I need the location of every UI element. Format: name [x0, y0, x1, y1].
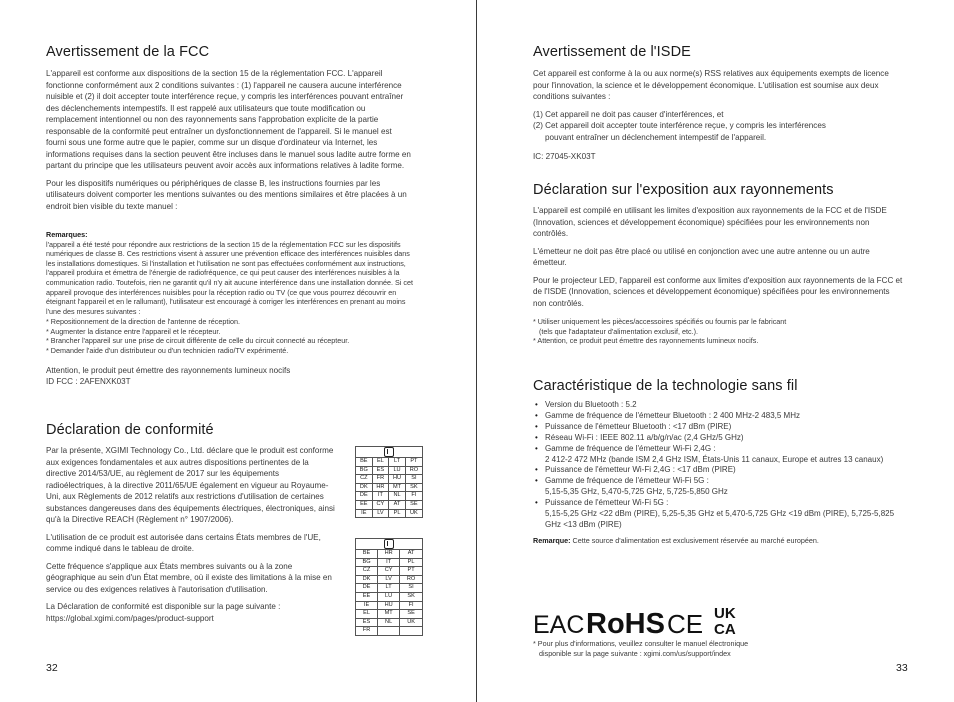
country-cell: EE	[356, 500, 373, 509]
sansfil-title: Caractéristique de la technologie sans fil	[533, 378, 798, 394]
isde-conditions	[533, 109, 906, 144]
country-cell: DE	[356, 584, 378, 593]
country-cell: IE	[356, 509, 373, 518]
spec-item: • Version du Bluetooth : 5.2	[533, 400, 905, 411]
isde-body	[533, 68, 906, 163]
isde-condition-1: (1) Cet appareil ne doit pas causer d'interférences, et	[533, 109, 724, 119]
exposition-body	[533, 205, 905, 346]
remarks-text: l'appareil a été testé pour répondre aux restrictions de la section 15 de la réglementation FCC sur les dispositifs numériques de classe B. Ces restrictions visent à assurer une prévention efficace des interférences nuisibles dans les installations domestiques. Si l'installation et l'utilisation ne sont pas effectuées conformément aux instructions, l'appareil produira et émettra de l'énergie de radiofréquence, ce qui peut causer des interférences nuisibles à la communication radio. Toutefois, rien ne garantit qu'il n'y ait aucune interférence dans une installation donnée. Si cet appareil provoque des interférences nuisibles pour la réception radio ou TV (ce que vous pourrez découvrir en éteignant l'appareil et en le rallumant), l'utilisateur est encouragé à corriger les interférences en prenant au moins l'une des mesures suivantes :	[46, 239, 414, 316]
certification-logos	[533, 602, 743, 638]
market-remark	[533, 536, 905, 546]
country-cell: FR	[356, 627, 378, 636]
country-row	[356, 610, 423, 619]
exposition-paragraph-2: L'émetteur ne doit pas être placé ou utilisé en conjonction avec une autre antenne ou un autre émetteur.	[533, 246, 870, 267]
exposition-paragraph-1: L'appareil est compilé en utilisant les limites d'exposition aux rayonnements de la FCC et de l'ISDE (Innovation, sciences et développement économique) spécifiées pour les environnements non contrôlés.	[533, 206, 887, 238]
isde-condition-2: (2) Cet appareil doit accepter toute interférence reçue, y compris les interférences	[533, 121, 826, 130]
spec-item: • Gamme de fréquence de l'émetteur Bluetooth : 2 400 MHz-2 483,5 MHz	[533, 411, 905, 422]
country-cell: LU	[378, 592, 400, 601]
country-row	[356, 601, 423, 610]
country-cell: RO	[400, 575, 423, 584]
country-cell: CZ	[356, 567, 378, 576]
country-cell: SE	[405, 500, 422, 509]
country-cell: BE	[356, 458, 373, 467]
country-cell: FR	[372, 475, 389, 484]
fcc-id: ID FCC : 2AFENXK03T	[46, 376, 131, 386]
country-cell: LU	[389, 466, 406, 475]
country-cell: LV	[372, 509, 389, 518]
country-cell: AT	[400, 550, 423, 559]
country-cell: PL	[400, 558, 423, 567]
country-cell: PL	[389, 509, 406, 518]
country-table-2	[355, 538, 423, 636]
remark-text: Cette source d'alimentation est exclusivement réservée au marché européen.	[570, 535, 819, 545]
footer-note	[533, 639, 923, 658]
spec-item: • Gamme de fréquence de l'émetteur Wi-Fi 5G : 5,15-5,35 GHz, 5,470-5,725 GHz, 5,725-5,850 GHz	[533, 476, 905, 498]
country-cell: CZ	[356, 475, 373, 484]
page-number-left: 32	[46, 662, 58, 674]
fcc-measures-list	[46, 317, 436, 355]
country-cell: IE	[356, 601, 378, 610]
country-cell: ES	[372, 466, 389, 475]
doc-availability-text: La Déclaration de conformité est disponible sur la page suivante :	[46, 602, 281, 611]
conformite-paragraph-3: Cette fréquence s'applique aux États membres suivants ou à la zone géographique au sein d'un État membre, où il existe des limitations à la mise en service ou des exigences relatives à l'autorisation d'utilisation.	[46, 561, 332, 594]
country-cell: UK	[405, 509, 422, 518]
country-row	[356, 509, 423, 518]
isde-condition-2-cont: pouvant entraîner un déclenchement intempestif de l'appareil.	[545, 132, 767, 142]
remarks-label: Remarques:	[46, 230, 88, 239]
measure-item: * Augmenter la distance entre l'appareil et le récepteur.	[46, 326, 221, 336]
fcc-id-block	[46, 366, 436, 387]
footer-note-text	[533, 639, 923, 658]
conformite-body	[46, 445, 336, 624]
exposition-notes	[533, 317, 905, 346]
country-cell	[378, 627, 400, 636]
country-cell: PT	[405, 458, 422, 467]
isde-paragraph: Cet appareil est conforme à la ou aux norme(s) RSS relatives aux équipements exempts de licence pour l'innovation, la science et le développement économique. L'utilisation est soumise aux deux conditions suivantes :	[533, 69, 889, 101]
country-row	[356, 575, 423, 584]
accessory-note: * Utiliser uniquement les pièces/accessoires spécifiés ou fournis par le fabricant	[533, 317, 787, 326]
spec-item: • Réseau Wi-Fi : IEEE 802.11 a/b/g/n/ac (2,4 GHz/5 GHz)	[533, 433, 905, 444]
country-cell: HR	[372, 483, 389, 492]
country-cell: ES	[356, 618, 378, 627]
country-cell: HU	[378, 601, 400, 610]
country-row	[356, 475, 423, 484]
country-cell: CY	[372, 500, 389, 509]
exposition-paragraph-3: Pour le projecteur LED, l'appareil est conforme aux limites d'exposition aux rayonnements de la FCC et de l'ISDE (Innovation, sciences et développement économique) spécifiées pour les environnements non contrôlés.	[533, 275, 903, 308]
country-cell: EL	[356, 610, 378, 619]
ukca-logo	[714, 605, 736, 638]
country-table-1	[355, 446, 423, 518]
measure-item: * Brancher l'appareil sur une prise de circuit différente de celle du circuit connecté au récepteur.	[46, 336, 350, 346]
country-cell: RO	[405, 466, 422, 475]
svg-text:UK: UK	[714, 605, 736, 622]
country-cell: LV	[378, 575, 400, 584]
exposition-section	[533, 182, 923, 198]
country-cell: NL	[389, 492, 406, 501]
country-cell: BG	[356, 558, 378, 567]
conformite-section	[46, 422, 436, 438]
sansfil-section	[533, 378, 923, 394]
spec-item: • Puissance de l'émetteur Wi-Fi 5G : 5,15-5,25 GHz <22 dBm (PIRE), 5,25-5,35 GHz et 5,470-5,725 GHz <19 dBm (PIRE), 5,725-5,825 GHz <13 dBm (PIRE)	[533, 498, 905, 531]
country-cell: NL	[378, 618, 400, 627]
fcc-title: Avertissement de la FCC	[46, 44, 210, 60]
country-cell: HU	[389, 475, 406, 484]
accessory-note-cont: (tels que l'adaptateur d'alimentation exclusif, etc.).	[539, 326, 698, 336]
country-cell: FI	[400, 601, 423, 610]
restriction-icon	[384, 539, 394, 549]
ce-logo	[667, 609, 703, 638]
country-cell: MT	[378, 610, 400, 619]
country-cell: SK	[405, 483, 422, 492]
country-row	[356, 567, 423, 576]
eac-logo	[533, 611, 584, 638]
country-cell: LT	[378, 584, 400, 593]
measure-item: * Demander l'aide d'un distributeur ou d'un technicien radio/TV expérimenté.	[46, 345, 289, 355]
footer-line-1: * Pour plus d'informations, veuillez consulter le manuel électronique	[533, 639, 749, 648]
spec-item: • Gamme de fréquence de l'émetteur Wi-Fi 2,4G : 2 412-2 472 MHz (bande ISM 2,4 GHz ISM, États-Unis 11 canaux, Europe et autres 13 canaux)	[533, 444, 905, 466]
country-row	[356, 492, 423, 501]
ic-number: IC: 27045-XK03T	[533, 152, 596, 161]
country-cell: SI	[400, 584, 423, 593]
country-cell: DE	[356, 492, 373, 501]
country-cell: SE	[400, 610, 423, 619]
country-cell: BE	[356, 550, 378, 559]
country-cell: PT	[400, 567, 423, 576]
svg-text:EAC: EAC	[533, 611, 585, 638]
country-row	[356, 618, 423, 627]
country-row	[356, 500, 423, 509]
page-number-right: 33	[896, 662, 908, 674]
fcc-paragraph-1: L'appareil est conforme aux dispositions de la section 15 de la réglementation FCC. L'appareil fonctionne conformément aux 2 conditions suivantes : (1) l'appareil ne causera aucune interférence nuisible et (2) il doit accepter toute interférence reçue, y compris les interférences pouvant entraîner des déclenchements intempestifs. Il est rappelé aux utilisateurs que toute modification ou remplacement intentionnel ou non des rayonnements sans l'approbation explicite de la partie responsable de la conformité peut entraîner un dysfonctionnement de l'appareil. Si le manuel est fourni sous une forme autre que le papier, comme sur un disque d'ordinateur via Internet, les informations requises dans la section peuvent être incluses dans le manuel sous ladite autre forme en partant du principe que les utilisateurs peuvent avoir accès aux informations relatives à ladite forme.	[46, 69, 411, 170]
country-cell: EE	[356, 592, 378, 601]
country-cell: SI	[405, 475, 422, 484]
radiation-note: Attention, le produit peut émettre des rayonnements lumineux nocifs	[46, 366, 291, 375]
certification-logos-svg	[533, 602, 743, 638]
country-cell: LT	[389, 458, 406, 467]
country-row	[356, 558, 423, 567]
country-row	[356, 592, 423, 601]
rohs-logo	[586, 608, 665, 638]
country-cell: DK	[356, 483, 373, 492]
country-row	[356, 584, 423, 593]
country-cell: MT	[389, 483, 406, 492]
country-cell: CY	[378, 567, 400, 576]
fcc-remarks	[46, 230, 420, 316]
footer-line-2: disponible sur la page suivante : xgimi.com/us/support/index	[539, 648, 731, 658]
right-page	[477, 0, 954, 702]
country-cell: FI	[405, 492, 422, 501]
country-cell: EL	[372, 458, 389, 467]
svg-text:CA: CA	[714, 621, 736, 638]
country-cell: SK	[400, 592, 423, 601]
country-cell: AT	[389, 500, 406, 509]
spec-item: • Puissance de l'émetteur Bluetooth : <17 dBm (PIRE)	[533, 422, 905, 433]
isde-title: Avertissement de l'ISDE	[533, 44, 691, 60]
country-row	[356, 466, 423, 475]
svg-text:CE: CE	[667, 609, 704, 638]
conformite-paragraph-4	[46, 601, 336, 624]
country-row	[356, 483, 423, 492]
country-row	[356, 458, 423, 467]
fcc-paragraph-2: Pour les dispositifs numériques ou périphériques de classe B, les instructions fournies par les utilisateurs doivent comporter les mentions suivantes ou des mentions similaires et être placées à un endroit bien visible du texte manuel :	[46, 178, 407, 211]
fcc-section	[46, 44, 436, 60]
country-cell: DK	[356, 575, 378, 584]
conformite-paragraph-2: L'utilisation de ce produit est autorisée dans certains États membres de l'UE, comme indiqué dans le tableau de droite.	[46, 532, 321, 553]
country-row	[356, 627, 423, 636]
exposition-title: Déclaration sur l'exposition aux rayonnements	[533, 182, 834, 198]
country-cell: IT	[372, 492, 389, 501]
spec-item: • Puissance de l'émetteur Wi-Fi 2,4G : <17 dBm (PIRE)	[533, 465, 905, 476]
svg-text:RoHS: RoHS	[586, 608, 665, 638]
radiation-warning: * Attention, ce produit peut émettre des rayonnements lumineux nocifs.	[533, 336, 759, 346]
country-row	[356, 550, 423, 559]
wireless-spec-list	[533, 400, 905, 531]
remark-label: Remarque:	[533, 535, 571, 545]
country-cell	[400, 627, 423, 636]
wireless-specs	[533, 400, 905, 545]
country-cell: IT	[378, 558, 400, 567]
measure-item: * Repositionnement de la direction de l'antenne de réception.	[46, 317, 240, 326]
country-cell: UK	[400, 618, 423, 627]
country-cell: HR	[378, 550, 400, 559]
doc-url: https://global.xgimi.com/pages/product-support	[46, 613, 214, 623]
fcc-body	[46, 68, 412, 212]
isde-section	[533, 44, 913, 60]
conformite-title: Déclaration de conformité	[46, 422, 214, 438]
country-cell: BG	[356, 466, 373, 475]
conformite-paragraph-1: Par la présente, XGIMI Technology Co., Ltd. déclare que le produit est conforme aux exigences fondamentales et aux autres dispositions pertinentes de la directive 2014/53/UE, au règlement de 2017 sur les équipements radioélectriques, à la directive 2011/65/UE également en vigueur au Royaume-Uni, aux Règlements de 2012 relatifs aux restrictions d'utilisation de certaines substances dangereuses dans des équipements électriques, électroniques, ainsi qu'à la Directive REACH (Règlement n° 1907/2006).	[46, 446, 335, 524]
restriction-icon	[384, 447, 394, 457]
